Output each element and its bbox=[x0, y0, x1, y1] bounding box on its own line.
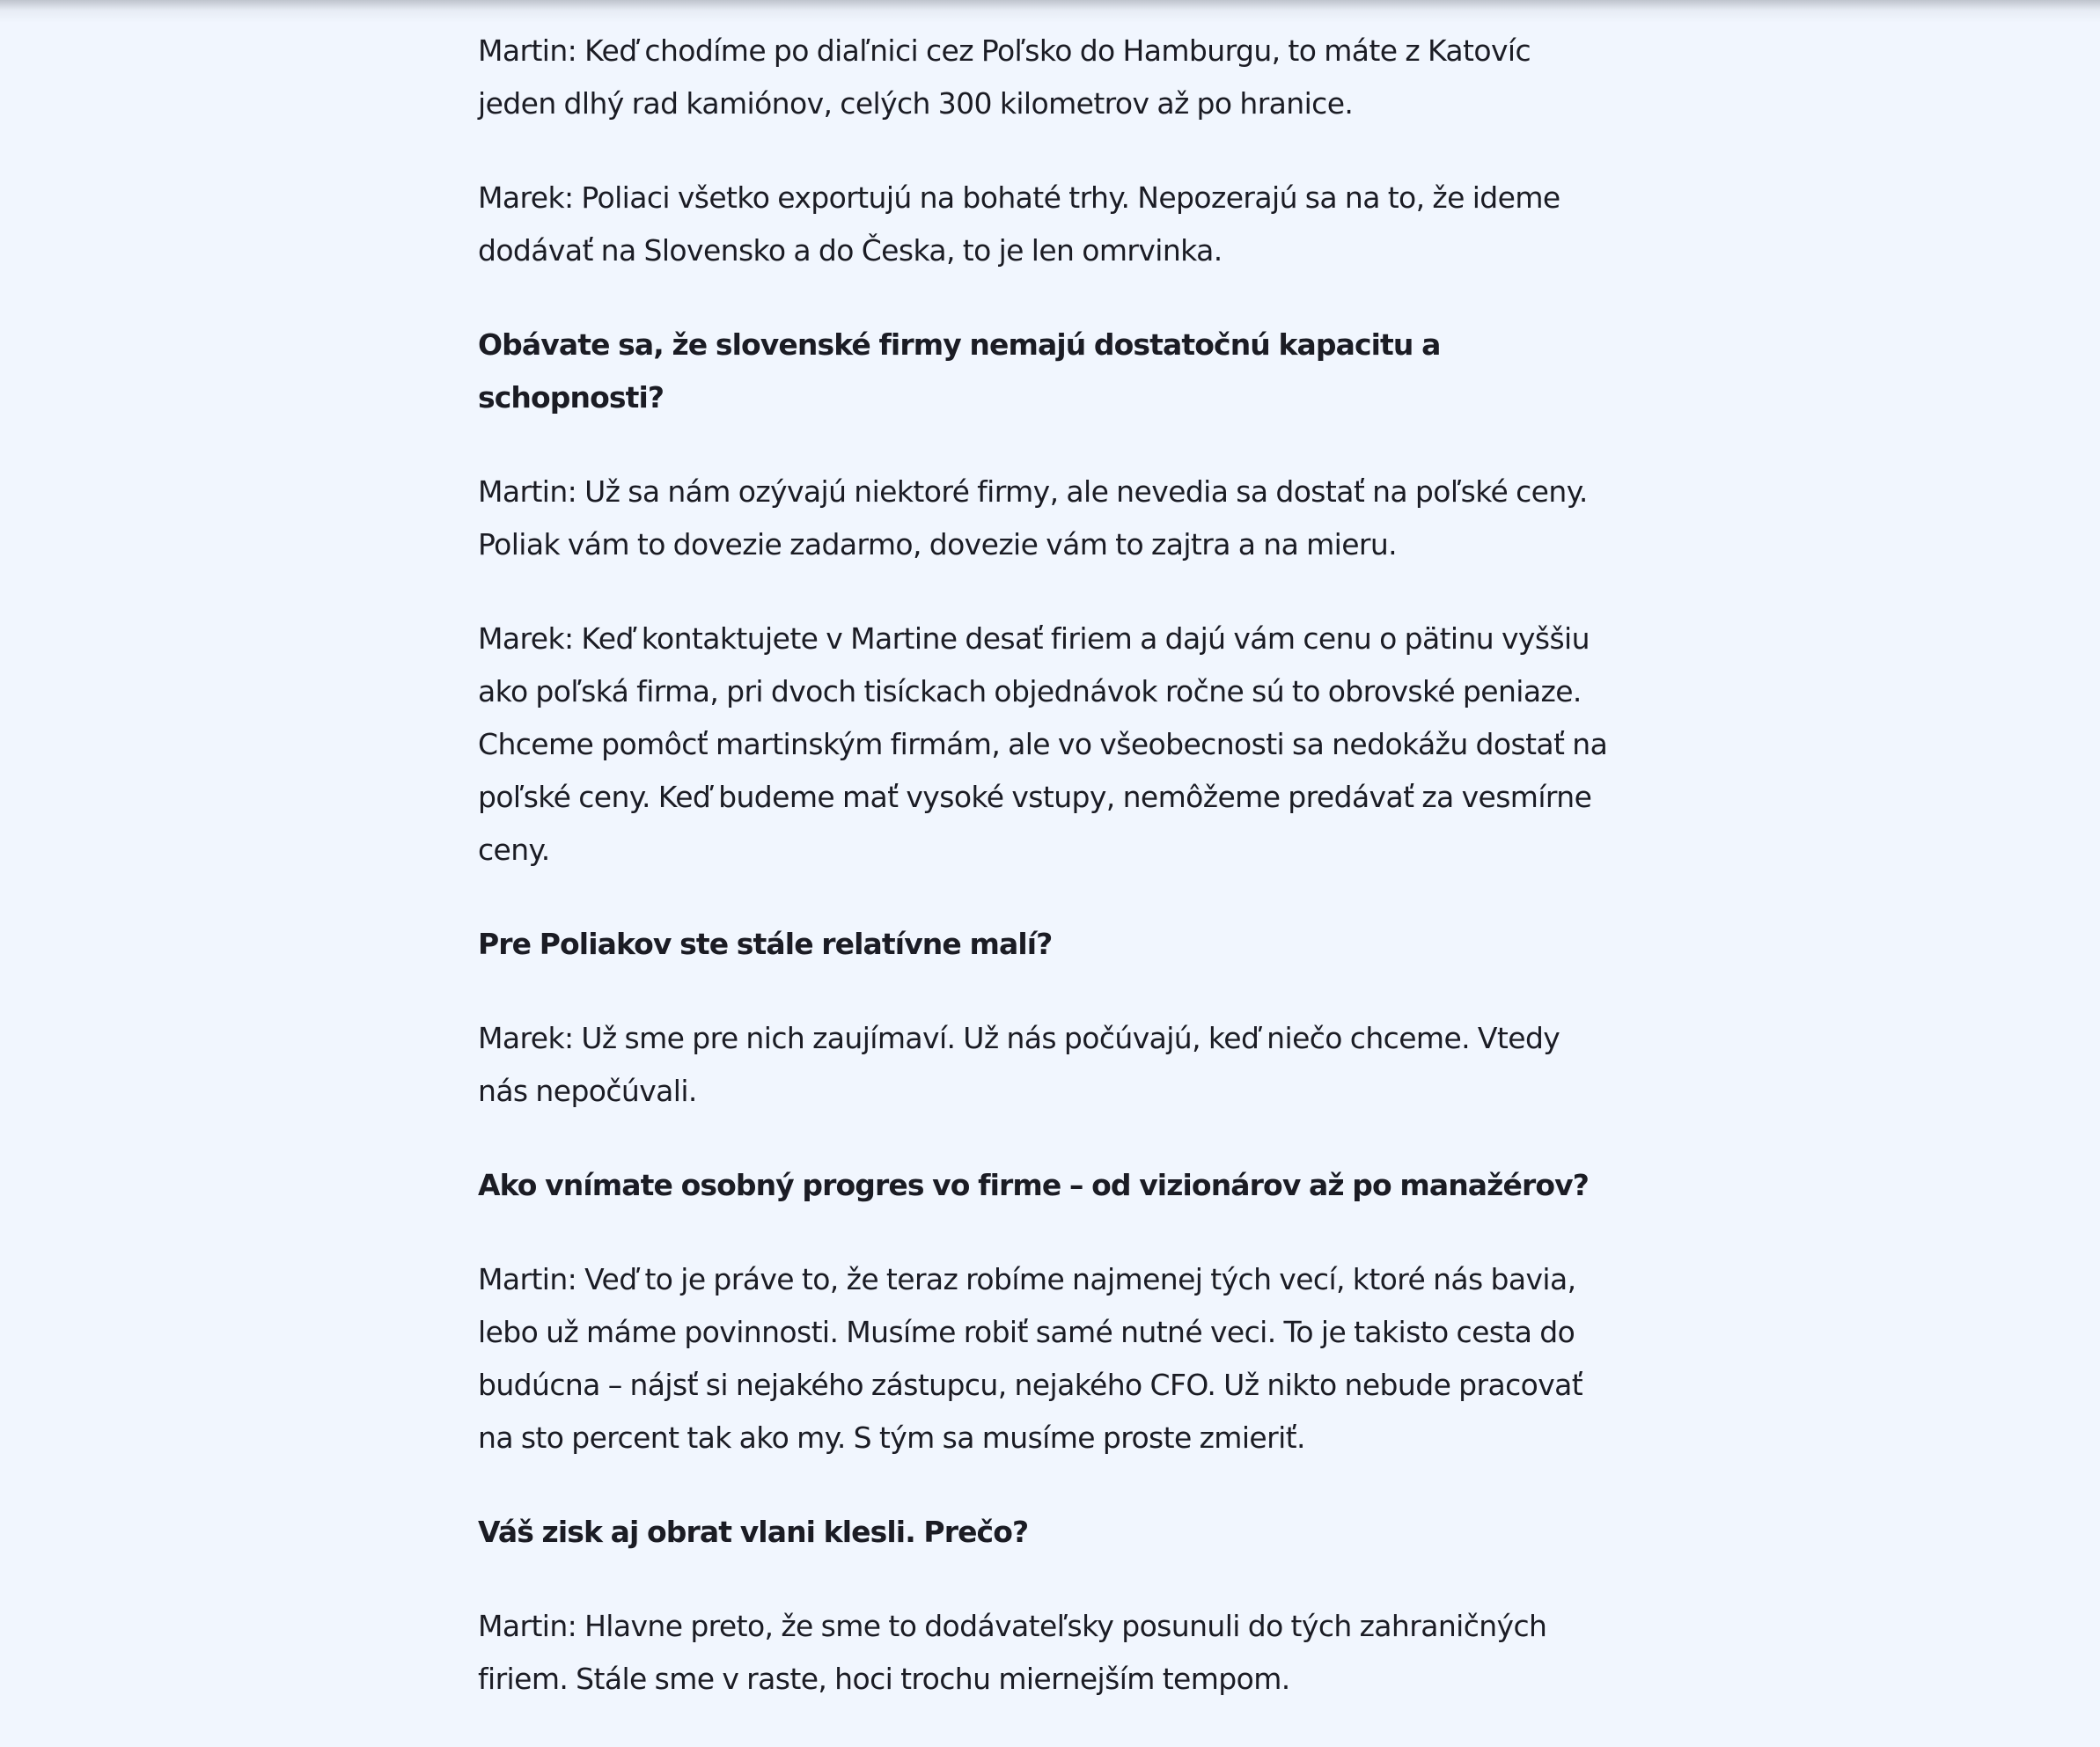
answer-paragraph: Martin: Hlavne preto, že sme to dodávateľsky posunuli do tých zahraničných firiem. Stále sme v raste, hoci trochu miernejším tempom. bbox=[478, 1609, 1547, 1696]
article-body bbox=[478, 25, 1613, 1747]
question-heading: Pre Poliakov ste stále relatívne malí? bbox=[478, 927, 1053, 961]
answer-paragraph: Martin: Už sa nám ozývajú niektoré firmy, ale nevedia sa dostať na poľské ceny. Poliak vám to dovezie zadarmo, dovezie vám to zajtra a na mieru. bbox=[478, 474, 1588, 562]
answer-paragraph: Martin: Veď to je práve to, že teraz robíme najmenej tých vecí, ktoré nás bavia, lebo už máme povinnosti. Musíme robiť samé nutné veci. To je takisto cesta do budúcna – nájsť si nejakého zástupcu, nejakého CFO. Už nikto nebude pracovať na sto percent tak ako my. S tým sa musíme proste zmieriť. bbox=[478, 1262, 1583, 1455]
answer-paragraph: Martin: Keď chodíme po diaľnici cez Poľsko do Hamburgu, to máte z Katovíc jeden dlhý rad kamiónov, celých 300 kilometrov až po hranice. bbox=[478, 33, 1531, 121]
answer-paragraph: Marek: Už sme pre nich zaujímaví. Už nás počúvajú, keď niečo chceme. Vtedy nás nepočúvali. bbox=[478, 1021, 1560, 1108]
top-header-shadow bbox=[0, 0, 2100, 23]
question-heading: Ako vnímate osobný progres vo firme – od vizionárov až po manažérov? bbox=[478, 1168, 1589, 1202]
answer-paragraph: Marek: Keď kontaktujete v Martine desať firiem a dajú vám cenu o pätinu vyššiu ako poľská firma, pri dvoch tisíckach objednávok ročne sú to obrovské peniaze. Chceme pomôcť martinským firmám, ale vo všeobecnosti sa nedokážu dostať na poľské ceny. Keď budeme mať vysoké vstupy, nemôžeme predávať za vesmírne ceny. bbox=[478, 621, 1608, 867]
question-heading: Váš zisk aj obrat vlani klesli. Prečo? bbox=[478, 1515, 1029, 1549]
question-heading: Obávate sa, že slovenské firmy nemajú dostatočnú kapacitu a schopnosti? bbox=[478, 327, 1441, 415]
answer-paragraph: Marek: Poliaci všetko exportujú na bohaté trhy. Nepozerajú sa na to, že ideme dodávať na Slovensko a do Česka, to je len omrvinka. bbox=[478, 180, 1560, 268]
